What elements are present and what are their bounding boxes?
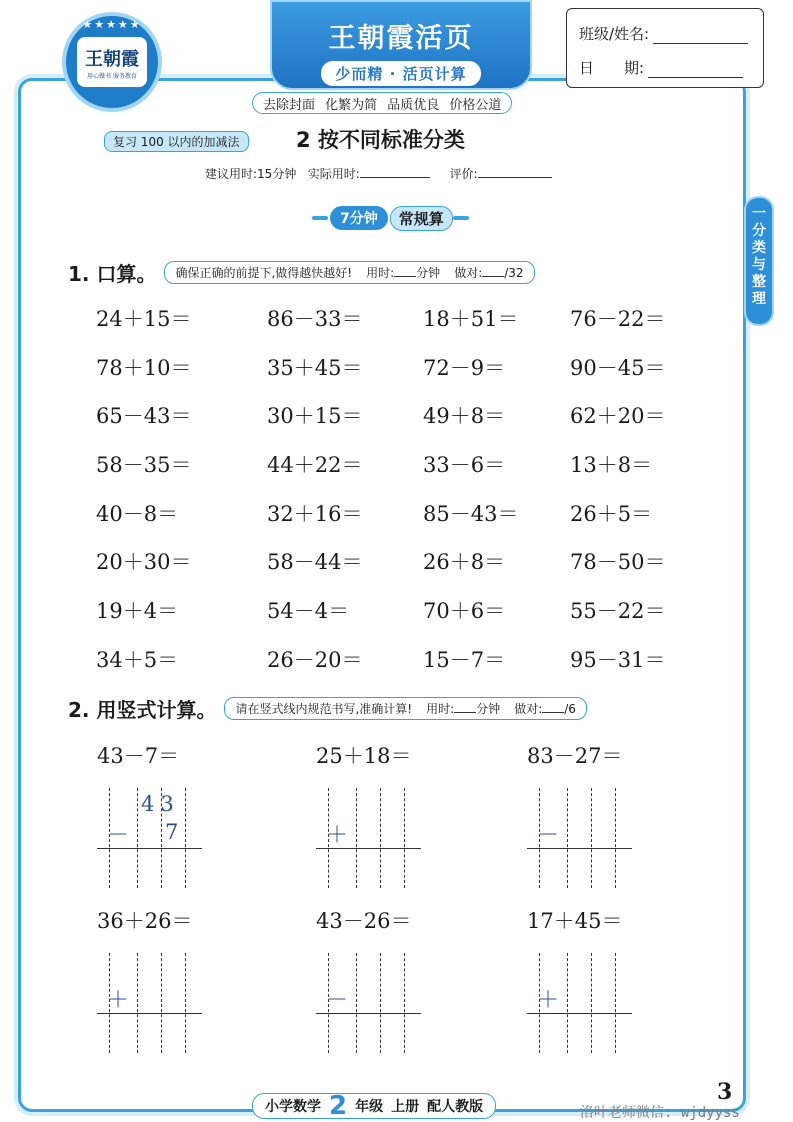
- q2-time-field[interactable]: [454, 712, 476, 713]
- guide-line: [567, 788, 568, 888]
- student-info-box: [566, 8, 764, 88]
- q2-correct-label: 做对:: [514, 702, 543, 716]
- class-name-label: 班级/姓名:: [579, 25, 650, 43]
- guide-line: [161, 953, 162, 1053]
- vertical-problem-label: 36＋26＝: [97, 909, 193, 933]
- lesson-title: 2 按不同标准分类: [296, 128, 465, 152]
- footer-volume: 上册: [391, 1099, 420, 1115]
- watermark: 洛叶老师微信: wjdyyss: [580, 1105, 740, 1121]
- section-minutes: 7分钟: [330, 206, 388, 230]
- q1-time-label: 用时:: [366, 266, 395, 280]
- guide-line: [404, 953, 405, 1053]
- footer-banner: [252, 1093, 496, 1119]
- side-tab-char: 理: [752, 291, 766, 307]
- side-tab-char: 一: [752, 206, 766, 222]
- section-kind: 常规算: [390, 206, 453, 231]
- oral-problem: 26＋8＝: [423, 550, 506, 575]
- q2-time-unit: 分钟: [476, 702, 501, 716]
- operator-sign: ＋: [107, 988, 130, 1013]
- operator-sign: －: [107, 823, 130, 848]
- oral-problem: 78－50＝: [570, 550, 666, 575]
- guide-line: [404, 788, 405, 888]
- q1-title: 1. 口算。: [68, 262, 157, 286]
- footer-edition: 配人教版: [427, 1099, 484, 1115]
- guide-line: [356, 953, 357, 1053]
- footer-grade-num: 2: [329, 1091, 348, 1121]
- vertical-problem-label: 43－7＝: [97, 744, 180, 768]
- oral-problem-grid: [96, 303, 716, 693]
- oral-problem: 30＋15＝: [267, 404, 363, 429]
- side-tab-char: 整: [752, 274, 766, 290]
- oral-problem: 49＋8＝: [423, 404, 506, 429]
- oral-problem: 85－43＝: [423, 501, 519, 526]
- oral-problem: 72－9＝: [423, 355, 506, 380]
- oral-problem: 15－7＝: [423, 647, 506, 672]
- q2-time-label: 用时:: [426, 702, 455, 716]
- vertical-problem-label: 25＋18＝: [316, 744, 412, 768]
- oral-problem: 20＋30＝: [96, 550, 192, 575]
- footer-subject: 小学数学: [265, 1099, 321, 1115]
- side-tab-char: 分: [752, 223, 766, 239]
- guide-line: [591, 953, 592, 1053]
- oral-problem: 32＋16＝: [267, 501, 363, 526]
- q1-hint: [164, 261, 534, 284]
- q2-title: 2. 用竖式计算。: [68, 698, 217, 722]
- vertical-calc-box[interactable]: [527, 953, 632, 1053]
- oral-problem: 54－4＝: [267, 599, 350, 624]
- oral-problem: 44＋22＝: [267, 453, 363, 478]
- oral-problem: 70＋6＝: [423, 599, 506, 624]
- oral-problem: 58－35＝: [96, 453, 192, 478]
- class-name-field[interactable]: [653, 29, 748, 44]
- oral-problem: 35＋45＝: [267, 355, 363, 380]
- vertical-problem-label: 83－27＝: [527, 744, 623, 768]
- oral-problem: 26＋5＝: [570, 501, 653, 526]
- operator-sign: －: [326, 988, 349, 1013]
- oral-problem: 95－31＝: [570, 647, 666, 672]
- operator-sign: ＋: [537, 988, 560, 1013]
- actual-time-label: 实际用时:: [307, 167, 360, 181]
- q1-header: [68, 258, 535, 287]
- footer-grade-text: 年级: [355, 1099, 384, 1115]
- logo-name: 王朝霞: [85, 48, 139, 70]
- guide-line: [567, 953, 568, 1053]
- time-line: [205, 165, 552, 182]
- oral-problem: 40－8＝: [96, 501, 179, 526]
- operator-sign: －: [537, 823, 560, 848]
- review-tag: 复习 100 以内的加减法: [104, 131, 249, 152]
- date-label: 日 期:: [579, 59, 645, 77]
- q1-correct-label: 做对:: [454, 266, 483, 280]
- oral-problem: 76－22＝: [570, 307, 666, 331]
- q1-total: /32: [504, 266, 524, 280]
- q1-correct-field[interactable]: [482, 276, 504, 277]
- q2-correct-field[interactable]: [542, 712, 564, 713]
- oral-problem: 86－33＝: [267, 307, 363, 331]
- guide-line: [356, 788, 357, 888]
- guide-line: [185, 788, 186, 888]
- side-tab-char: 与: [752, 257, 766, 273]
- evaluation-label: 评价:: [449, 167, 478, 181]
- slogan-banner: 去除封面 化繁为简 品质优良 价格公道: [252, 92, 512, 114]
- vertical-problem-label: 17＋45＝: [527, 909, 623, 933]
- guide-line: [380, 953, 381, 1053]
- q1-hint-text: 确保正确的前提下,做得越快越好!: [175, 266, 353, 280]
- vertical-calc-box[interactable]: [316, 788, 421, 888]
- oral-problem: 65－43＝: [96, 404, 192, 429]
- oral-problem: 34＋5＝: [96, 647, 179, 672]
- guide-line: [591, 788, 592, 888]
- oral-problem: 62＋20＝: [570, 404, 666, 429]
- evaluation-field[interactable]: [478, 177, 552, 178]
- suggested-time: 建议用时:15分钟: [205, 167, 297, 181]
- oral-problem: 26－20＝: [267, 647, 363, 672]
- oral-problem: 90－45＝: [570, 355, 666, 380]
- oral-problem: 13＋8＝: [570, 453, 653, 478]
- guide-line: [185, 953, 186, 1053]
- guide-line: [380, 788, 381, 888]
- oral-problem: 55－22＝: [570, 599, 666, 624]
- guide-line: [615, 788, 616, 888]
- vertical-calc-box[interactable]: [527, 788, 632, 888]
- q1-time-unit: 分钟: [416, 266, 441, 280]
- brand-title: 王朝霞活页: [328, 23, 474, 54]
- vertical-calc-box[interactable]: [97, 788, 202, 888]
- logo-stars: ★★★★★: [82, 18, 142, 31]
- oral-problem: 19＋4＝: [96, 599, 179, 624]
- section-pill: [312, 205, 469, 231]
- chapter-side-tab: [744, 196, 774, 326]
- vertical-calc-box[interactable]: [97, 953, 202, 1053]
- page-number: 3: [717, 1079, 733, 1105]
- vertical-calc-box[interactable]: [316, 953, 421, 1053]
- operator-sign: ＋: [326, 823, 349, 848]
- date-field[interactable]: [648, 63, 743, 78]
- oral-problem: 24＋15＝: [96, 307, 192, 331]
- q1-time-field[interactable]: [394, 276, 416, 277]
- oral-problem: 78＋10＝: [96, 355, 192, 380]
- oral-problem: 58－44＝: [267, 550, 363, 575]
- written-bottom-number: 7: [165, 820, 179, 844]
- side-tab-char: 类: [752, 240, 766, 256]
- oral-problem: 18＋51＝: [423, 307, 519, 331]
- oral-problem: 33－6＝: [423, 453, 506, 478]
- header-banner: [270, 0, 532, 90]
- brand-subtitle: 少而精 · 活页计算: [321, 61, 480, 86]
- vertical-problem-label: 43－26＝: [316, 909, 412, 933]
- publisher-logo: [62, 12, 162, 112]
- q2-header: [68, 694, 587, 723]
- guide-line: [137, 788, 138, 888]
- logo-motto: 用心做书 服务教育: [87, 72, 137, 80]
- actual-time-field[interactable]: [360, 177, 430, 178]
- q2-hint: [224, 697, 586, 720]
- guide-line: [137, 953, 138, 1053]
- q2-hint-text: 请在竖式线内规范书写,准确计算!: [235, 702, 413, 716]
- q2-total: /6: [564, 702, 576, 716]
- guide-line: [615, 953, 616, 1053]
- written-top-number: 43: [141, 792, 180, 816]
